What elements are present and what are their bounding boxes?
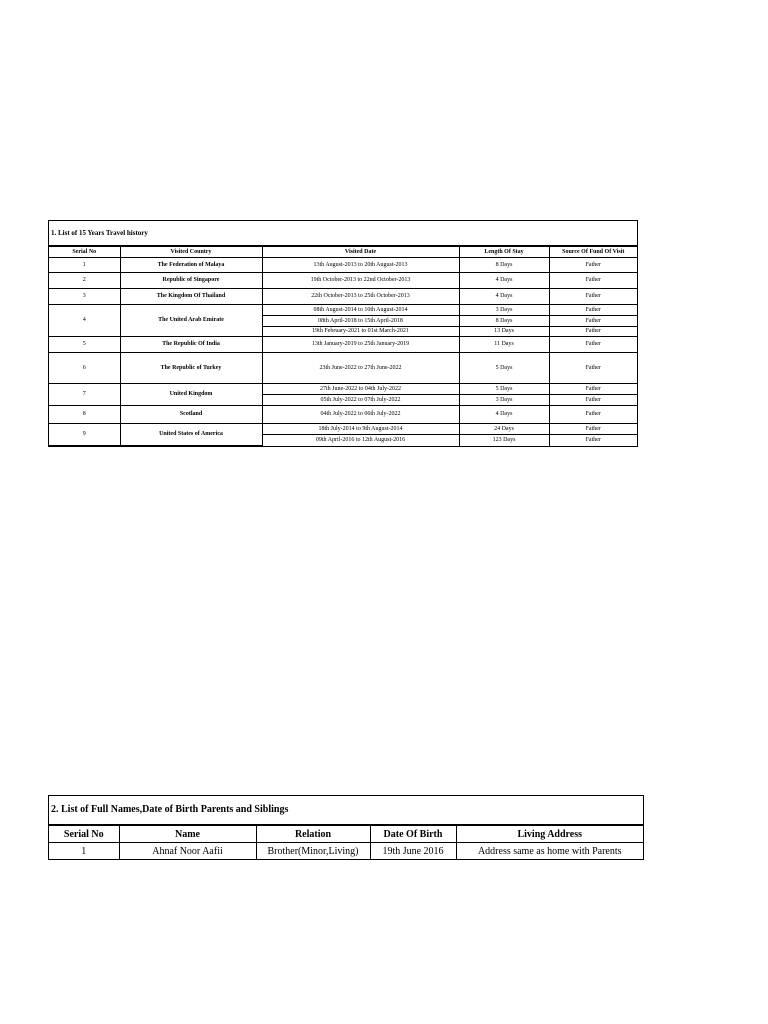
visited-date-cell: 13th August-2013 to 20th August-2013: [262, 258, 459, 273]
length-of-stay-cell: 4 Days: [459, 289, 549, 305]
length-of-stay-cell: 123 Days: [459, 435, 549, 446]
country-cell: The Republic of Turkey: [120, 353, 262, 384]
travel-history-title: 1. List of 15 Years Travel history: [49, 221, 637, 246]
family-header-name: Name: [119, 826, 256, 843]
country-cell: United Kingdom: [120, 384, 262, 406]
header-length-of-stay: Length Of Stay: [459, 247, 549, 258]
family-header-relation: Relation: [256, 826, 370, 843]
fund-source-cell: Father: [549, 258, 637, 273]
length-of-stay-cell: 3 Days: [459, 395, 549, 406]
travel-body: [49, 258, 637, 446]
serial-cell: 1: [49, 843, 119, 860]
table-row: [49, 273, 637, 289]
family-header-living-address: Living Address: [456, 826, 643, 843]
length-of-stay-cell: 5 Days: [459, 384, 549, 395]
length-of-stay-cell: 4 Days: [459, 273, 549, 289]
date-of-birth-cell: 19th June 2016: [370, 843, 456, 860]
length-of-stay-cell: 4 Days: [459, 406, 549, 424]
visited-date-cell: 19th October-2013 to 22nd October-2013: [262, 273, 459, 289]
country-cell: United States of America: [120, 424, 262, 446]
travel-header-row: [49, 247, 637, 258]
fund-source-cell: Father: [549, 316, 637, 327]
fund-source-cell: Father: [549, 289, 637, 305]
country-cell: The United Arab Emirate: [120, 305, 262, 337]
serial-cell: 6: [49, 353, 120, 384]
visited-date-cell: 23th June-2022 to 27th June-2022: [262, 353, 459, 384]
family-header-date-of-birth: Date Of Birth: [370, 826, 456, 843]
family-title: 2. List of Full Names,Date of Birth Parents and Siblings: [49, 796, 643, 825]
serial-cell: 1: [49, 258, 120, 273]
family-body: [49, 843, 643, 860]
fund-source-cell: Father: [549, 384, 637, 395]
table-row: [49, 384, 637, 395]
table-row: [49, 305, 637, 316]
relation-cell: Brother(Minor,Living): [256, 843, 370, 860]
fund-source-cell: Father: [549, 353, 637, 384]
length-of-stay-cell: 3 Days: [459, 305, 549, 316]
fund-source-cell: Father: [549, 305, 637, 316]
length-of-stay-cell: 13 Days: [459, 327, 549, 337]
visited-date-cell: 05th July-2022 to 07th July-2022: [262, 395, 459, 406]
visited-date-cell: 27th June-2022 to 04th July-2022: [262, 384, 459, 395]
fund-source-cell: Father: [549, 435, 637, 446]
visited-date-cell: 19th February-2021 to 01st March-2021: [262, 327, 459, 337]
visited-date-cell: 13th January-2019 to 25th January-2019: [262, 337, 459, 353]
serial-cell: 3: [49, 289, 120, 305]
header-visited-country: Visited Country: [120, 247, 262, 258]
country-cell: The Federation of Malaya: [120, 258, 262, 273]
table-row: [49, 406, 637, 424]
serial-cell: 4: [49, 305, 120, 337]
visited-date-cell: 04th July-2022 to 06th July-2022: [262, 406, 459, 424]
table-row: [49, 258, 637, 273]
header-source-of-fund: Source Of Fund Of Visit: [549, 247, 637, 258]
serial-cell: 8: [49, 406, 120, 424]
visited-date-cell: 08th August-2014 to 10th August-2014: [262, 305, 459, 316]
length-of-stay-cell: 24 Days: [459, 424, 549, 435]
fund-source-cell: Father: [549, 395, 637, 406]
table-row: [49, 353, 637, 384]
table-row: [49, 337, 637, 353]
visited-date-cell: 18th July-2014 to 9th August-2014: [262, 424, 459, 435]
fund-source-cell: Father: [549, 273, 637, 289]
table-row: [49, 424, 637, 435]
serial-cell: 9: [49, 424, 120, 446]
fund-source-cell: Father: [549, 337, 637, 353]
fund-source-cell: Father: [549, 406, 637, 424]
living-address-cell: Address same as home with Parents: [456, 843, 643, 860]
serial-cell: 5: [49, 337, 120, 353]
country-cell: Republic of Singapore: [120, 273, 262, 289]
header-visited-date: Visited Date: [262, 247, 459, 258]
travel-history-table: [48, 220, 638, 447]
serial-cell: 2: [49, 273, 120, 289]
family-header-row: [49, 826, 643, 843]
visited-date-cell: 22th October-2013 to 25th October-2013: [262, 289, 459, 305]
serial-cell: 7: [49, 384, 120, 406]
length-of-stay-cell: 11 Days: [459, 337, 549, 353]
table-row: [49, 289, 637, 305]
country-cell: Scotland: [120, 406, 262, 424]
length-of-stay-cell: 5 Days: [459, 353, 549, 384]
country-cell: The Kingdom Of Thailand: [120, 289, 262, 305]
visited-date-cell: 09th April-2016 to 12th August-2016: [262, 435, 459, 446]
name-cell: Ahnaf Noor Aafii: [119, 843, 256, 860]
fund-source-cell: Father: [549, 327, 637, 337]
country-cell: The Republic Of India: [120, 337, 262, 353]
length-of-stay-cell: 8 Days: [459, 258, 549, 273]
family-header-serial-no: Serial No: [49, 826, 119, 843]
family-table: [48, 795, 644, 860]
header-serial-no: Serial No: [49, 247, 120, 258]
length-of-stay-cell: 8 Days: [459, 316, 549, 327]
table-row: [49, 843, 643, 860]
fund-source-cell: Father: [549, 424, 637, 435]
visited-date-cell: 08th April-2018 to 15th April-2018: [262, 316, 459, 327]
